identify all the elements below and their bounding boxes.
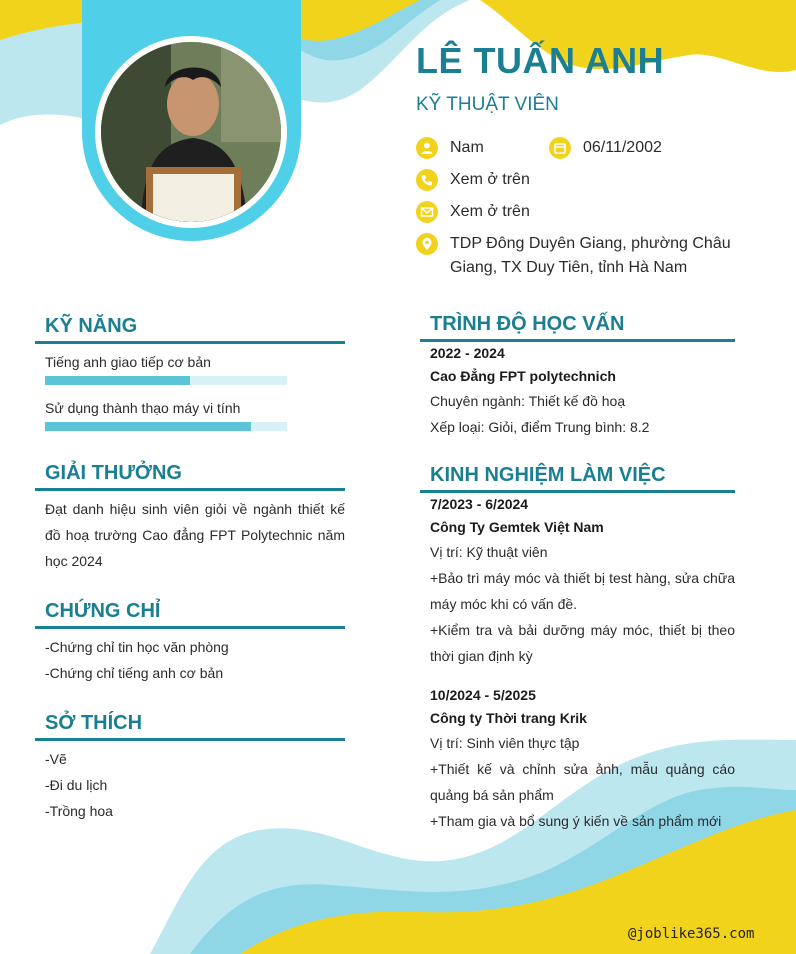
- dob-row: [549, 136, 662, 160]
- skill-bar: [45, 422, 287, 431]
- education-major: Chuyên ngành: Thiết kế đồ hoạ: [430, 393, 626, 409]
- dob-value: 06/11/2002: [583, 139, 662, 156]
- certificates-divider: [35, 626, 345, 629]
- person-icon: [416, 137, 438, 159]
- skills-divider: [35, 341, 345, 344]
- job-period: 10/2024 - 5/2025: [430, 687, 536, 703]
- address-row: [416, 232, 746, 280]
- skill-bar-fill: [45, 422, 251, 431]
- phone-icon: [416, 169, 438, 191]
- certificate-item: -Chứng chỉ tin học văn phòng: [45, 639, 229, 655]
- skill-label: Sử dụng thành thạo máy vi tính: [45, 400, 241, 416]
- job-duty: +Tham gia và bổ sung ý kiến về sản phẩm mới: [430, 813, 722, 829]
- job-period: 7/2023 - 6/2024: [430, 496, 529, 512]
- experience-heading: KINH NGHIỆM LÀM VIỆC: [430, 464, 666, 486]
- gender-value: Nam: [450, 139, 484, 156]
- profile-photo: [101, 42, 281, 222]
- phone-value: Xem ở trên: [450, 171, 530, 188]
- award-text: Đạt danh hiệu sinh viên giỏi về ngành thiết kế đồ hoạ trường Cao đẳng FPT Polytechnic năm học 2024: [45, 501, 345, 569]
- watermark: @joblike365.com: [628, 926, 755, 942]
- email-value: Xem ở trên: [450, 203, 530, 220]
- hobbies-heading: SỞ THÍCH: [45, 712, 143, 734]
- skill-bar: [45, 376, 287, 385]
- location-pin-icon: [416, 233, 438, 255]
- skill-label: Tiếng anh giao tiếp cơ bản: [45, 354, 211, 370]
- education-grade: Xếp loại: Giỏi, điểm Trung bình: 8.2: [430, 419, 650, 435]
- mail-icon: [416, 201, 438, 223]
- gender-row: [416, 136, 484, 160]
- education-heading: TRÌNH ĐỘ HỌC VẤN: [430, 313, 625, 335]
- skills-heading: KỸ NĂNG: [45, 315, 138, 337]
- certificate-item: -Chứng chỉ tiếng anh cơ bản: [45, 665, 224, 681]
- address-value: TDP Đông Duyên Giang, phường Châu Giang, TX Duy Tiên, tỉnh Hà Nam: [450, 235, 731, 276]
- hobbies-divider: [35, 738, 345, 741]
- hobby-item: -Trồng hoa: [45, 803, 113, 819]
- hobby-item: -Vẽ: [45, 751, 67, 767]
- job-company: Công ty Thời trang Krik: [430, 710, 587, 726]
- education-school: Cao Đẳng FPT polytechnich: [430, 368, 616, 384]
- job-duty: +Thiết kế và chỉnh sửa ảnh, mẫu quảng cáo quảng bá sản phẩm: [430, 761, 735, 803]
- job-position: Vị trí: Kỹ thuật viên: [430, 544, 548, 560]
- hobby-item: -Đi du lịch: [45, 777, 108, 793]
- skill-bar-fill: [45, 376, 190, 385]
- certificates-heading: CHỨNG CHỈ: [45, 600, 161, 622]
- job-position: Vị trí: Sinh viên thực tập: [430, 735, 580, 751]
- job-company: Công Ty Gemtek Việt Nam: [430, 519, 604, 535]
- candidate-name: LÊ TUẤN ANH: [416, 40, 665, 81]
- calendar-icon: [549, 137, 571, 159]
- phone-row: [416, 168, 530, 192]
- job-duty: +Kiểm tra và bải dưỡng máy móc, thiết bị theo thời gian định kỳ: [430, 622, 735, 664]
- awards-heading: GIẢI THƯỞNG: [45, 462, 182, 484]
- job-title: KỸ THUẬT VIÊN: [416, 94, 559, 115]
- job-duty: +Bảo trì máy móc và thiết bị test hàng, sửa chữa máy móc khi có vấn đề.: [430, 570, 735, 612]
- awards-divider: [35, 488, 345, 491]
- email-row: [416, 200, 530, 224]
- education-period: 2022 - 2024: [430, 345, 505, 361]
